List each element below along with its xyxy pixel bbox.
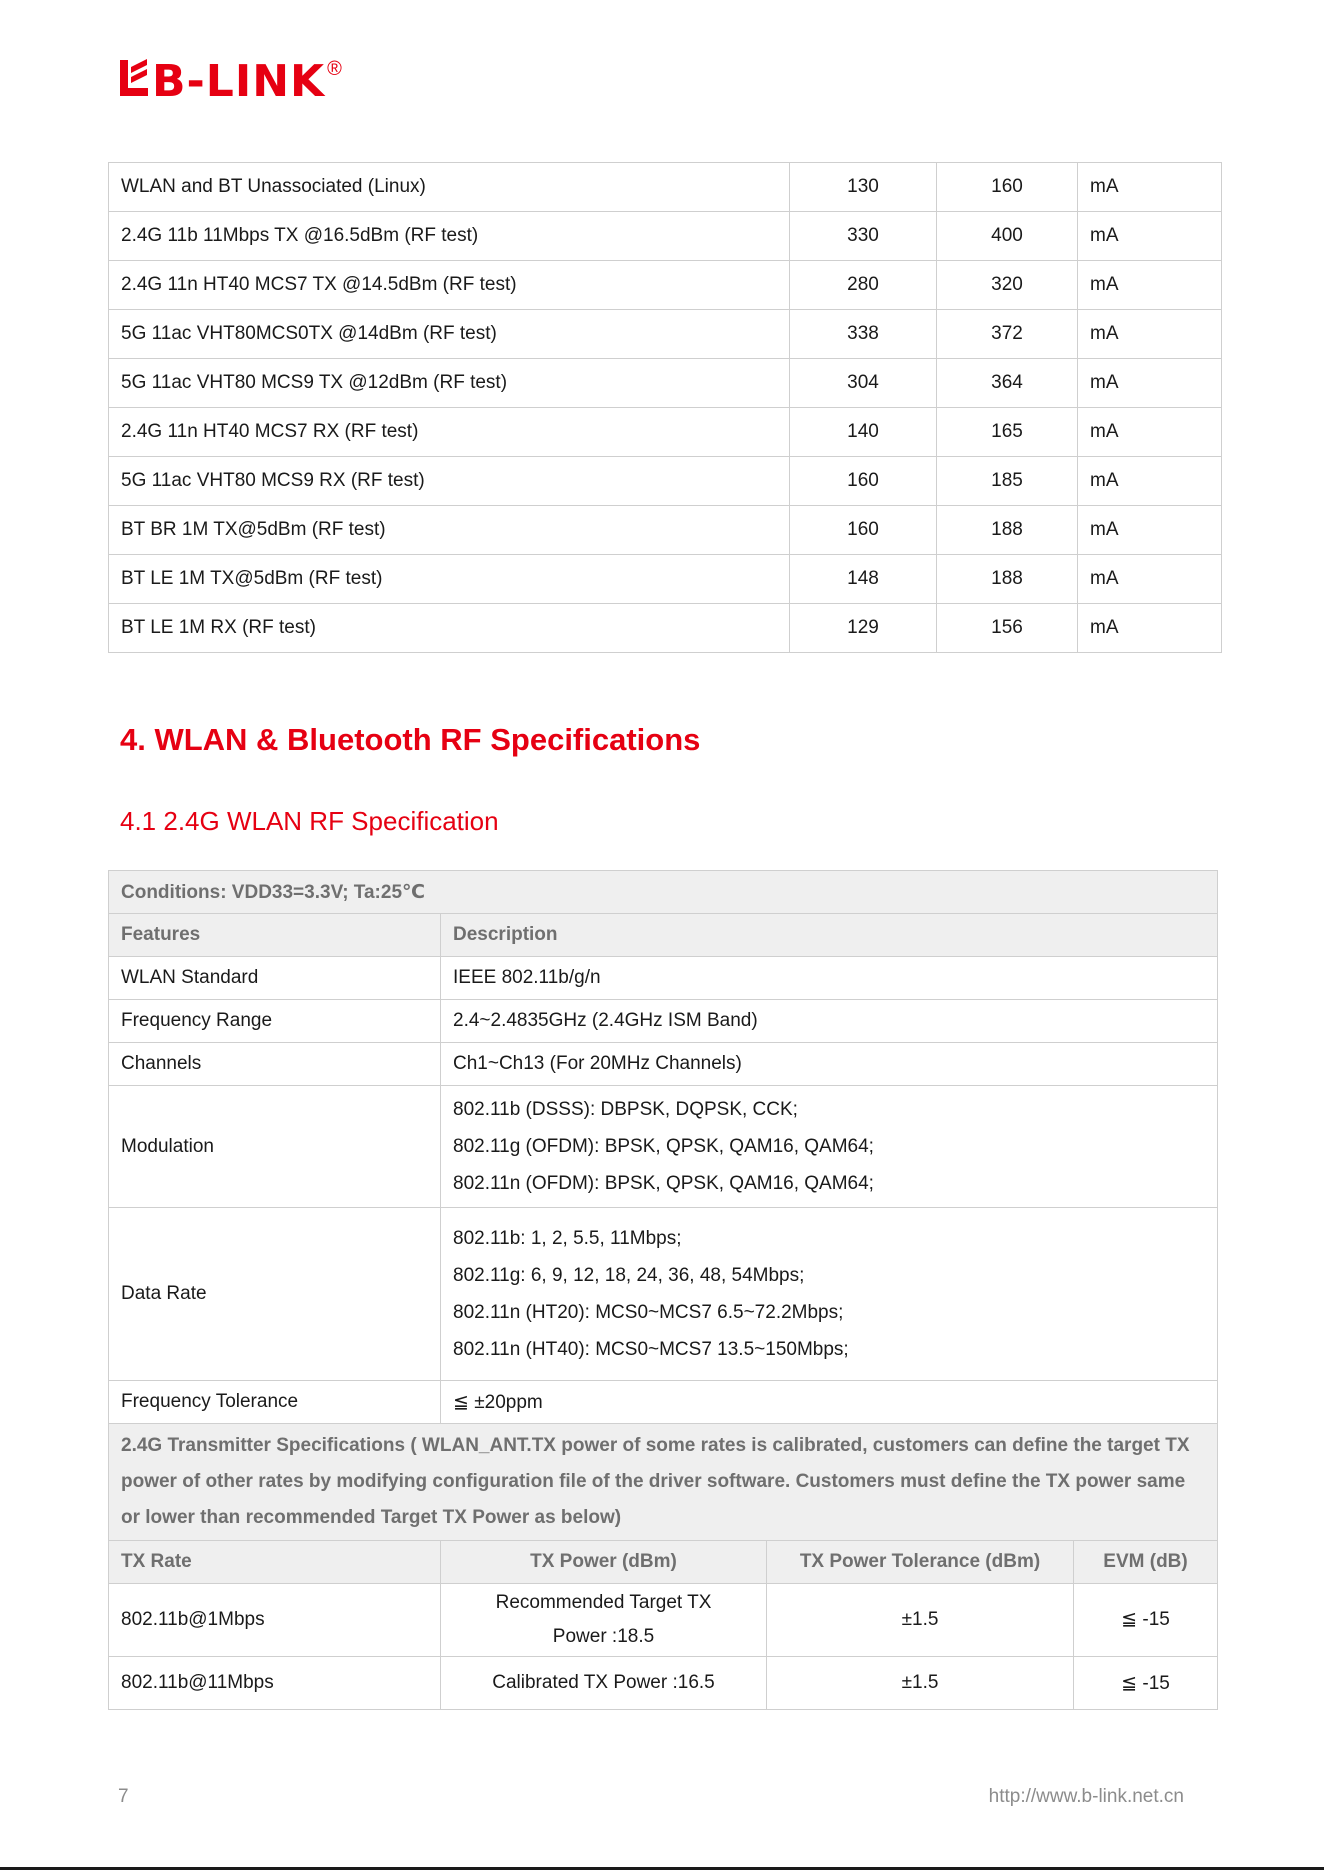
tx-tolerance-cell: ±1.5 — [767, 1657, 1074, 1710]
unit-cell: mA — [1078, 408, 1222, 457]
typ-cell: 160 — [790, 457, 937, 506]
data-rate-line: 802.11n (HT20): MCS0~MCS7 6.5~72.2Mbps; — [453, 1302, 844, 1323]
tx-tolerance-cell: ±1.5 — [767, 1584, 1074, 1657]
item-cell: 2.4G 11n HT40 MCS7 RX (RF test) — [109, 408, 790, 457]
unit-cell: mA — [1078, 555, 1222, 604]
max-cell: 188 — [937, 555, 1078, 604]
modulation-line: 802.11b (DSSS): DBPSK, DQPSK, CCK; — [453, 1099, 798, 1120]
max-cell: 156 — [937, 604, 1078, 653]
tx-rate-header: TX Rate — [109, 1541, 441, 1584]
registered-mark: ® — [327, 58, 342, 80]
evm-header: EVM (dB) — [1074, 1541, 1218, 1584]
table-row — [109, 957, 1218, 1000]
table-row — [109, 1086, 1218, 1208]
tx-tolerance-header: TX Power Tolerance (dBm) — [767, 1541, 1074, 1584]
typ-cell: 130 — [790, 163, 937, 212]
conditions-cell: Conditions: VDD33=3.3V; Ta:25℃ — [109, 871, 1218, 914]
unit-cell: mA — [1078, 604, 1222, 653]
rf-spec-table — [108, 870, 1218, 1710]
max-cell: 165 — [937, 408, 1078, 457]
logo-wordmark: B-LINK — [152, 56, 326, 107]
unit-cell: mA — [1078, 212, 1222, 261]
tx-rate-cell: 802.11b@11Mbps — [109, 1657, 441, 1710]
feature-value: IEEE 802.11b/g/n — [441, 957, 1218, 1000]
item-cell: BT LE 1M TX@5dBm (RF test) — [109, 555, 790, 604]
tx-power-cell: Calibrated TX Power :16.5 — [441, 1657, 767, 1710]
unit-cell: mA — [1078, 310, 1222, 359]
tx-header-row — [109, 1541, 1218, 1584]
feature-label: Modulation — [109, 1086, 441, 1208]
max-cell: 188 — [937, 506, 1078, 555]
modulation-line: 802.11n (OFDM): BPSK, QPSK, QAM16, QAM64; — [453, 1173, 874, 1194]
table-row — [109, 506, 1222, 555]
page-number: 7 — [118, 1786, 129, 1807]
item-cell: BT BR 1M TX@5dBm (RF test) — [109, 506, 790, 555]
typ-cell: 140 — [790, 408, 937, 457]
item-cell: 5G 11ac VHT80MCS0TX @14dBm (RF test) — [109, 310, 790, 359]
table-row — [109, 261, 1222, 310]
footer-url[interactable]: http://www.b-link.net.cn — [988, 1786, 1184, 1807]
data-rate-line: 802.11n (HT40): MCS0~MCS7 13.5~150Mbps; — [453, 1339, 849, 1360]
table-row — [109, 163, 1222, 212]
max-cell: 160 — [937, 163, 1078, 212]
item-cell: BT LE 1M RX (RF test) — [109, 604, 790, 653]
typ-cell: 330 — [790, 212, 937, 261]
table-row — [109, 1584, 1218, 1657]
max-cell: 400 — [937, 212, 1078, 261]
max-cell: 185 — [937, 457, 1078, 506]
max-cell: 372 — [937, 310, 1078, 359]
data-rate-line: 802.11g: 6, 9, 12, 18, 24, 36, 48, 54Mbps; — [453, 1265, 805, 1286]
table-row — [109, 1000, 1218, 1043]
unit-cell: mA — [1078, 163, 1222, 212]
item-cell: 5G 11ac VHT80 MCS9 TX @12dBm (RF test) — [109, 359, 790, 408]
item-cell: 2.4G 11b 11Mbps TX @16.5dBm (RF test) — [109, 212, 790, 261]
conditions-row — [109, 871, 1218, 914]
item-cell: WLAN and BT Unassociated (Linux) — [109, 163, 790, 212]
typ-cell: 160 — [790, 506, 937, 555]
table-row — [109, 555, 1222, 604]
tx-note-row — [109, 1424, 1218, 1541]
table-row — [109, 1381, 1218, 1424]
unit-cell: mA — [1078, 261, 1222, 310]
tx-power-cell — [441, 1584, 767, 1657]
feature-value: Ch1~Ch13 (For 20MHz Channels) — [441, 1043, 1218, 1086]
feature-label: Frequency Range — [109, 1000, 441, 1043]
evm-cell: ≦ -15 — [1074, 1584, 1218, 1657]
unit-cell: mA — [1078, 506, 1222, 555]
description-header: Description — [441, 914, 1218, 957]
max-cell: 320 — [937, 261, 1078, 310]
feature-value — [441, 1208, 1218, 1381]
typ-cell: 304 — [790, 359, 937, 408]
feature-value — [441, 1086, 1218, 1208]
feature-label: WLAN Standard — [109, 957, 441, 1000]
table-row — [109, 604, 1222, 653]
tx-note-cell: 2.4G Transmitter Specifications ( WLAN_ANT.TX power of some rates is calibrated, customers can define the target TX power of other rates by modifying configuration file of the driver software. Customers must define the TX power same or lower than recommended Target TX Power as below) — [109, 1424, 1218, 1541]
feature-value: 2.4~2.4835GHz (2.4GHz ISM Band) — [441, 1000, 1218, 1043]
unit-cell: mA — [1078, 457, 1222, 506]
feature-label: Data Rate — [109, 1208, 441, 1381]
table-row — [109, 1208, 1218, 1381]
evm-cell: ≦ -15 — [1074, 1657, 1218, 1710]
table-row — [109, 1043, 1218, 1086]
tx-power-header: TX Power (dBm) — [441, 1541, 767, 1584]
brand-logo — [120, 58, 342, 106]
data-rate-line: 802.11b: 1, 2, 5.5, 11Mbps; — [453, 1228, 682, 1249]
feature-value: ≦ ±20ppm — [441, 1381, 1218, 1424]
feature-label: Frequency Tolerance — [109, 1381, 441, 1424]
table-row — [109, 310, 1222, 359]
unit-cell: mA — [1078, 359, 1222, 408]
table-row — [109, 457, 1222, 506]
table-row — [109, 359, 1222, 408]
bottom-rule — [0, 1867, 1324, 1870]
tx-power-line: Recommended Target TX — [495, 1592, 712, 1613]
typ-cell: 280 — [790, 261, 937, 310]
features-header-row — [109, 914, 1218, 957]
logo-l-mark-icon — [120, 58, 150, 96]
modulation-line: 802.11g (OFDM): BPSK, QPSK, QAM16, QAM64; — [453, 1136, 874, 1157]
tx-rate-cell: 802.11b@1Mbps — [109, 1584, 441, 1657]
subsection-title: 4.1 2.4G WLAN RF Specification — [120, 806, 499, 836]
table-row — [109, 1657, 1218, 1710]
features-header: Features — [109, 914, 441, 957]
typ-cell: 129 — [790, 604, 937, 653]
section-title: 4. WLAN & Bluetooth RF Specifications — [120, 722, 701, 757]
typ-cell: 338 — [790, 310, 937, 359]
power-consumption-table — [108, 162, 1222, 653]
max-cell: 364 — [937, 359, 1078, 408]
item-cell: 5G 11ac VHT80 MCS9 RX (RF test) — [109, 457, 790, 506]
item-cell: 2.4G 11n HT40 MCS7 TX @14.5dBm (RF test) — [109, 261, 790, 310]
table-row — [109, 408, 1222, 457]
feature-label: Channels — [109, 1043, 441, 1086]
tx-power-line: Power :18.5 — [552, 1626, 655, 1647]
typ-cell: 148 — [790, 555, 937, 604]
table-row — [109, 212, 1222, 261]
